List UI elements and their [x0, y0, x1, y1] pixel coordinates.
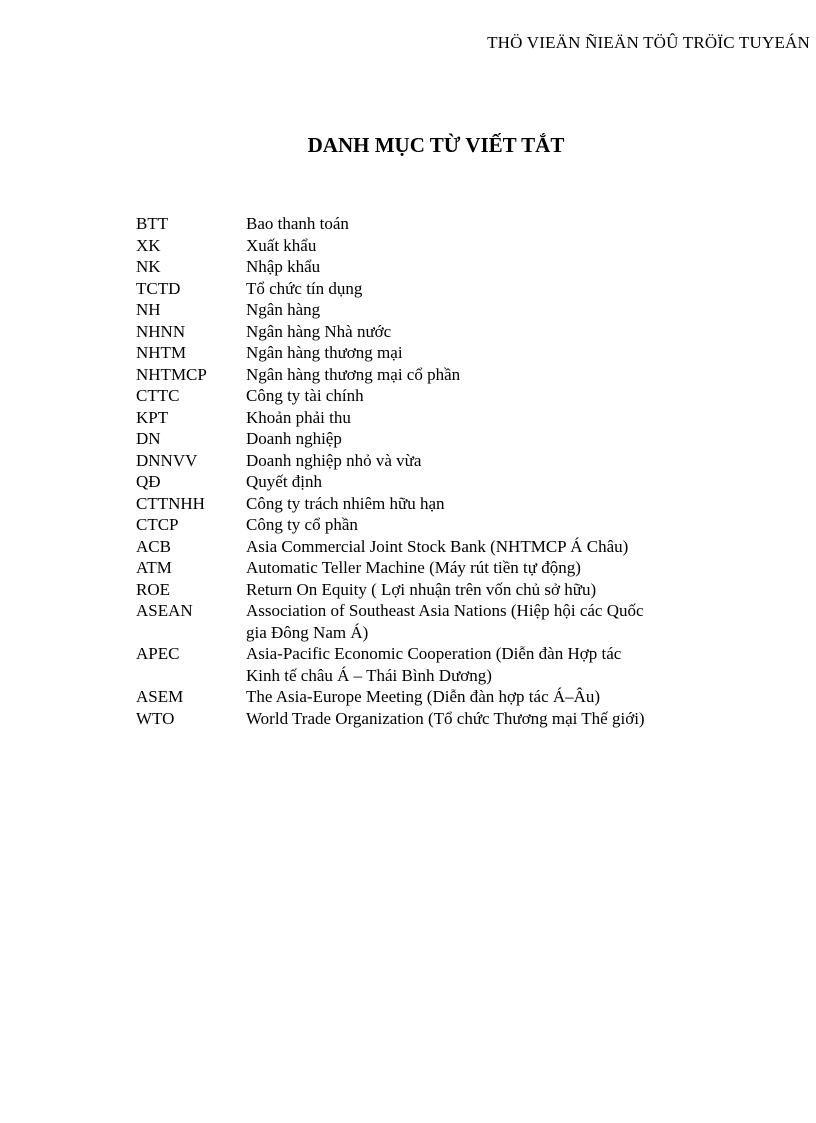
abbreviation-meaning [246, 686, 756, 708]
abbreviation-meaning-line: Asia Commercial Joint Stock Bank (NHTMCP Á Châu) [246, 536, 629, 556]
abbreviation-meaning [246, 321, 756, 343]
abbreviation-meaning-line: Doanh nghiệp [246, 429, 342, 448]
abbreviation-meaning-line: Xuất khẩu [246, 235, 317, 255]
abbreviation-row [136, 364, 756, 386]
abbreviation-term: BTT [136, 214, 169, 233]
abbreviation-row [136, 450, 756, 472]
abbreviation-meaning [246, 450, 756, 472]
abbreviation-meaning-line: World Trade Organization (Tổ chức Thương mại Thế giới) [246, 708, 645, 728]
abbreviation-term: ROE [136, 579, 170, 599]
page-header: THÖ VIEÄN ÑIEÄN TÖÛ TRÖÏC TUYEÁN [487, 33, 810, 52]
abbreviation-meaning-line: Ngân hàng [246, 300, 321, 319]
abbreviation-meaning [246, 299, 756, 321]
abbreviation-term: TCTD [136, 278, 181, 298]
abbreviation-term: ASEAN [136, 601, 193, 620]
abbreviation-meaning [246, 385, 756, 407]
abbreviation-row [136, 342, 756, 364]
abbreviation-meaning [246, 514, 756, 536]
abbreviation-meaning [246, 643, 756, 686]
abbreviation-meaning-line: Kinh tế châu Á – Thái Bình Dương) [246, 665, 492, 685]
abbreviation-term: ACB [136, 536, 171, 556]
abbreviation-row [136, 256, 756, 278]
abbreviation-term: APEC [136, 644, 180, 663]
abbreviation-term: WTO [136, 708, 175, 728]
abbreviation-meaning-line: Công ty cổ phần [246, 515, 358, 534]
abbreviation-row [136, 557, 756, 579]
abbreviation-row [136, 235, 756, 257]
abbreviation-row [136, 536, 756, 558]
abbreviation-meaning-line: Ngân hàng thương mại cổ phần [246, 364, 461, 384]
abbreviation-meaning-line: Quyết định [246, 472, 323, 491]
abbreviation-term: CTTC [136, 386, 180, 405]
abbreviation-term: NHTM [136, 343, 187, 362]
abbreviation-meaning-line: Khoản phải thu [246, 407, 351, 427]
abbreviation-meaning [246, 213, 756, 235]
abbreviation-meaning-line: Asia-Pacific Economic Cooperation (Diễn đàn Hợp tác [246, 644, 622, 663]
abbreviation-row [136, 278, 756, 300]
abbreviation-term: QĐ [136, 472, 161, 491]
abbreviation-row [136, 213, 756, 235]
abbreviation-row [136, 321, 756, 343]
abbreviation-meaning [246, 708, 756, 730]
abbreviation-meaning-line: gia Đông Nam Á) [246, 622, 369, 642]
abbreviation-row [136, 407, 756, 429]
abbreviation-row [136, 514, 756, 536]
abbreviation-term: NH [136, 300, 161, 319]
abbreviation-meaning [246, 493, 756, 515]
abbreviation-row [136, 428, 756, 450]
abbreviation-meaning-line: Ngân hàng Nhà nước [246, 321, 392, 341]
abbreviation-row [136, 579, 756, 601]
abbreviation-term: KPT [136, 407, 169, 427]
abbreviation-meaning-line: Ngân hàng thương mại [246, 343, 403, 362]
abbreviation-term: ASEM [136, 687, 184, 706]
abbreviation-term: NHTMCP [136, 364, 207, 384]
abbreviation-meaning [246, 278, 756, 300]
abbreviation-meaning-line: Doanh nghiệp nhỏ và vừa [246, 450, 422, 470]
abbreviation-row [136, 643, 756, 686]
abbreviation-term: NK [136, 257, 161, 276]
abbreviation-row [136, 299, 756, 321]
abbreviation-meaning-line: Tổ chức tín dụng [246, 278, 363, 298]
abbreviation-meaning [246, 600, 756, 643]
abbreviation-term: NHNN [136, 321, 186, 341]
abbreviation-term: DNNVV [136, 450, 198, 470]
abbreviation-meaning [246, 579, 756, 601]
abbreviation-meaning [246, 364, 756, 386]
abbreviation-row [136, 686, 756, 708]
abbreviation-meaning [246, 256, 756, 278]
abbreviation-term: CTTNHH [136, 493, 205, 513]
abbreviation-row [136, 493, 756, 515]
page-title: DANH MỤC TỪ VIẾT TẮT [307, 133, 565, 157]
abbreviation-meaning [246, 557, 756, 579]
abbreviation-meaning [246, 428, 756, 450]
abbreviation-row [136, 708, 756, 730]
abbreviation-meaning [246, 471, 756, 493]
abbreviation-meaning-line: Association of Southeast Asia Nations (Hiệp hội các Quốc [246, 601, 644, 620]
abbreviation-meaning-line: The Asia-Europe Meeting (Diễn đàn hợp tác Á–Âu) [246, 687, 601, 706]
abbreviation-row [136, 600, 756, 643]
abbreviation-meaning-line: Nhập khẩu [246, 257, 321, 276]
abbreviation-meaning [246, 235, 756, 257]
abbreviation-meaning-line: Bao thanh toán [246, 214, 349, 233]
abbreviation-list [136, 213, 756, 729]
abbreviation-row [136, 471, 756, 493]
abbreviation-term: CTCP [136, 515, 179, 534]
abbreviation-meaning-line: Công ty tài chính [246, 386, 364, 405]
abbreviation-meaning-line: Return On Equity ( Lợi nhuận trên vốn chủ sở hữu) [246, 579, 597, 599]
abbreviation-meaning-line: Automatic Teller Machine (Máy rút tiền tự động) [246, 558, 581, 577]
abbreviation-meaning-line: Công ty trách nhiêm hữu hạn [246, 493, 445, 513]
abbreviation-row [136, 385, 756, 407]
abbreviation-term: DN [136, 429, 161, 448]
abbreviation-term: ATM [136, 558, 172, 577]
abbreviation-meaning [246, 536, 756, 558]
abbreviation-term: XK [136, 235, 161, 255]
abbreviation-meaning [246, 342, 756, 364]
abbreviation-meaning [246, 407, 756, 429]
